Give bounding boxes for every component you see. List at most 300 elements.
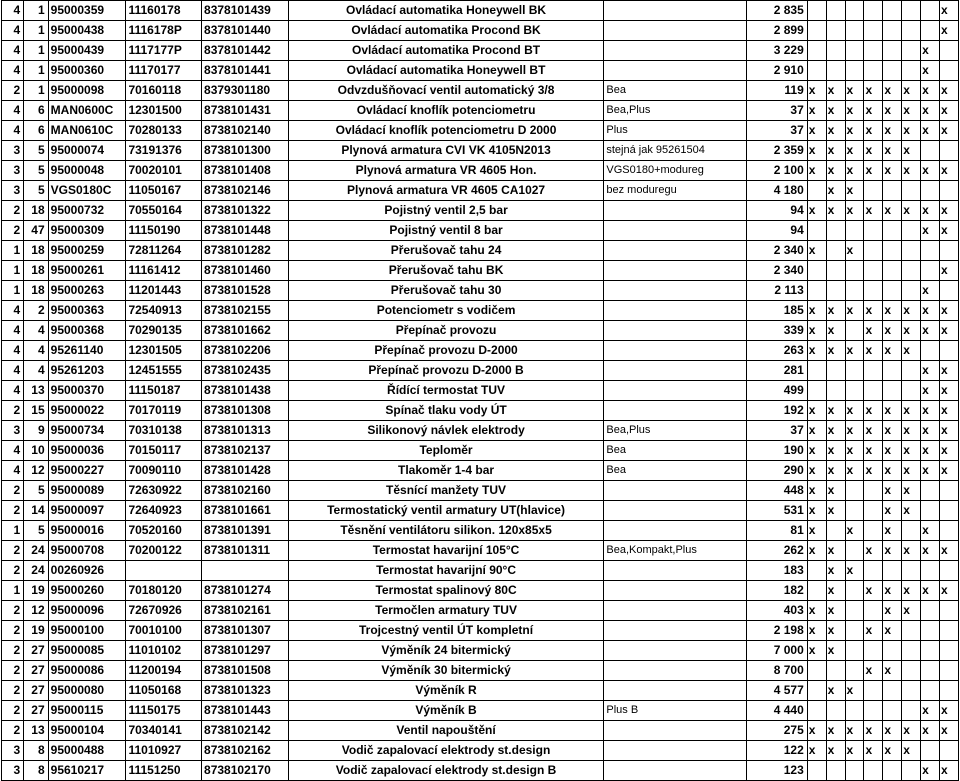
model-mark-cell: x bbox=[883, 521, 902, 541]
model-mark-cell: x bbox=[902, 201, 921, 221]
model-mark-cell: x bbox=[940, 221, 959, 241]
model-mark-cell bbox=[845, 581, 864, 601]
col-code-cell: 72630922 bbox=[126, 481, 202, 501]
col-position-cell: 4 bbox=[24, 341, 48, 361]
model-mark-cell bbox=[921, 241, 940, 261]
model-mark-cell bbox=[807, 581, 826, 601]
table-row bbox=[2, 521, 959, 541]
model-mark-cell bbox=[864, 521, 883, 541]
model-mark-cell: x bbox=[921, 281, 940, 301]
model-mark-cell: x bbox=[940, 381, 959, 401]
model-mark-cell bbox=[845, 261, 864, 281]
col-price-cell: 290 bbox=[746, 461, 807, 481]
model-mark-cell bbox=[940, 181, 959, 201]
model-mark-cell: x bbox=[902, 341, 921, 361]
col-note-cell bbox=[604, 401, 746, 421]
model-mark-cell bbox=[921, 181, 940, 201]
model-mark-cell bbox=[940, 641, 959, 661]
col-position-cell: 5 bbox=[24, 141, 48, 161]
model-mark-cell: x bbox=[940, 701, 959, 721]
model-mark-cell: x bbox=[807, 641, 826, 661]
col-position-cell: 10 bbox=[24, 441, 48, 461]
model-mark-cell bbox=[845, 21, 864, 41]
col-order-number-cell: 95261203 bbox=[48, 361, 126, 381]
col-order-number-cell: 95000089 bbox=[48, 481, 126, 501]
model-mark-cell bbox=[807, 661, 826, 681]
model-mark-cell: x bbox=[902, 541, 921, 561]
col-code-cell: 12301500 bbox=[126, 101, 202, 121]
model-mark-cell bbox=[845, 61, 864, 81]
col-note-cell bbox=[604, 581, 746, 601]
model-mark-cell bbox=[807, 41, 826, 61]
col-note-cell bbox=[604, 1, 746, 21]
table-row bbox=[2, 461, 959, 481]
col-price-cell: 190 bbox=[746, 441, 807, 461]
model-mark-cell: x bbox=[826, 421, 845, 441]
col-price-cell: 339 bbox=[746, 321, 807, 341]
model-mark-cell bbox=[807, 381, 826, 401]
col-description-cell: Plynová armatura VR 4605 Hon. bbox=[288, 161, 604, 181]
col-type-cell: 4 bbox=[2, 441, 24, 461]
table-row bbox=[2, 301, 959, 321]
model-mark-cell bbox=[940, 41, 959, 61]
col-price-cell: 275 bbox=[746, 721, 807, 741]
col-description-cell: Přepínač provozu D-2000 bbox=[288, 341, 604, 361]
model-mark-cell bbox=[826, 361, 845, 381]
col-order-number-cell: 95000439 bbox=[48, 41, 126, 61]
col-code-cell: 11150175 bbox=[126, 701, 202, 721]
col-description-cell: Tlakoměr 1-4 bar bbox=[288, 461, 604, 481]
col-price-cell: 2 910 bbox=[746, 61, 807, 81]
col-order-number-cell: 95000732 bbox=[48, 201, 126, 221]
model-mark-cell: x bbox=[826, 501, 845, 521]
col-bosch-number-cell: 8379301180 bbox=[202, 81, 289, 101]
model-mark-cell: x bbox=[883, 81, 902, 101]
col-order-number-cell: 95000259 bbox=[48, 241, 126, 261]
col-type-cell: 4 bbox=[2, 121, 24, 141]
col-description-cell: Ovládací automatika Honeywell BK bbox=[288, 1, 604, 21]
model-mark-cell bbox=[940, 661, 959, 681]
col-position-cell: 13 bbox=[24, 381, 48, 401]
col-bosch-number-cell: 8738102206 bbox=[202, 341, 289, 361]
col-bosch-number-cell: 8738101282 bbox=[202, 241, 289, 261]
model-mark-cell bbox=[902, 701, 921, 721]
model-mark-cell bbox=[883, 221, 902, 241]
col-position-cell: 13 bbox=[24, 721, 48, 741]
col-code-cell: 11150190 bbox=[126, 221, 202, 241]
model-mark-cell: x bbox=[883, 301, 902, 321]
model-mark-cell: x bbox=[864, 461, 883, 481]
col-code-cell: 70520160 bbox=[126, 521, 202, 541]
col-code-cell: 11200194 bbox=[126, 661, 202, 681]
model-mark-cell: x bbox=[921, 61, 940, 81]
col-description-cell: Ventil napouštění bbox=[288, 721, 604, 741]
col-price-cell: 403 bbox=[746, 601, 807, 621]
col-type-cell: 4 bbox=[2, 381, 24, 401]
model-mark-cell bbox=[845, 501, 864, 521]
col-note-cell bbox=[604, 601, 746, 621]
col-note-cell bbox=[604, 481, 746, 501]
col-order-number-cell: 95000074 bbox=[48, 141, 126, 161]
col-description-cell: Trojcestný ventil ÚT kompletní bbox=[288, 621, 604, 641]
model-mark-cell: x bbox=[940, 81, 959, 101]
model-mark-cell: x bbox=[826, 441, 845, 461]
model-mark-cell bbox=[883, 561, 902, 581]
model-mark-cell bbox=[883, 381, 902, 401]
model-mark-cell bbox=[883, 181, 902, 201]
col-note-cell bbox=[604, 521, 746, 541]
model-mark-cell: x bbox=[807, 141, 826, 161]
model-mark-cell: x bbox=[807, 81, 826, 101]
model-mark-cell bbox=[845, 321, 864, 341]
model-mark-cell: x bbox=[902, 741, 921, 761]
col-price-cell: 4 180 bbox=[746, 181, 807, 201]
col-position-cell: 27 bbox=[24, 641, 48, 661]
model-mark-cell: x bbox=[883, 581, 902, 601]
col-description-cell: Přerušovač tahu BK bbox=[288, 261, 604, 281]
model-mark-cell bbox=[921, 741, 940, 761]
model-mark-cell bbox=[921, 21, 940, 41]
col-code-cell: 12301505 bbox=[126, 341, 202, 361]
col-order-number-cell: 95000263 bbox=[48, 281, 126, 301]
col-price-cell: 448 bbox=[746, 481, 807, 501]
col-bosch-number-cell: 8738101274 bbox=[202, 581, 289, 601]
col-position-cell: 18 bbox=[24, 241, 48, 261]
model-mark-cell bbox=[921, 501, 940, 521]
model-mark-cell bbox=[845, 381, 864, 401]
col-order-number-cell: 95000080 bbox=[48, 681, 126, 701]
col-price-cell: 94 bbox=[746, 201, 807, 221]
model-mark-cell: x bbox=[807, 601, 826, 621]
model-mark-cell: x bbox=[864, 141, 883, 161]
col-order-number-cell: 95000115 bbox=[48, 701, 126, 721]
model-mark-cell bbox=[864, 221, 883, 241]
model-mark-cell bbox=[807, 561, 826, 581]
col-code-cell: 11010927 bbox=[126, 741, 202, 761]
model-mark-cell bbox=[940, 141, 959, 161]
col-type-cell: 2 bbox=[2, 701, 24, 721]
col-note-cell bbox=[604, 621, 746, 641]
col-position-cell: 5 bbox=[24, 181, 48, 201]
model-mark-cell: x bbox=[864, 441, 883, 461]
model-mark-cell bbox=[902, 261, 921, 281]
col-bosch-number-cell: 8378101440 bbox=[202, 21, 289, 41]
table-row bbox=[2, 561, 959, 581]
col-order-number-cell: 95000438 bbox=[48, 21, 126, 41]
col-description-cell: Termostat havarijní 105°C bbox=[288, 541, 604, 561]
model-mark-cell bbox=[921, 481, 940, 501]
model-mark-cell: x bbox=[845, 421, 864, 441]
model-mark-cell: x bbox=[921, 461, 940, 481]
model-mark-cell bbox=[807, 21, 826, 41]
model-mark-cell: x bbox=[845, 741, 864, 761]
col-type-cell: 4 bbox=[2, 461, 24, 481]
col-note-cell: Bea,Plus bbox=[604, 421, 746, 441]
model-mark-cell: x bbox=[807, 321, 826, 341]
model-mark-cell: x bbox=[826, 321, 845, 341]
model-mark-cell: x bbox=[940, 541, 959, 561]
col-note-cell bbox=[604, 261, 746, 281]
col-position-cell: 18 bbox=[24, 281, 48, 301]
model-mark-cell: x bbox=[902, 441, 921, 461]
model-mark-cell bbox=[826, 381, 845, 401]
col-price-cell: 531 bbox=[746, 501, 807, 521]
col-description-cell: Odvzdušňovací ventil automatický 3/8 bbox=[288, 81, 604, 101]
table-row bbox=[2, 101, 959, 121]
col-position-cell: 1 bbox=[24, 1, 48, 21]
table-row bbox=[2, 21, 959, 41]
col-description-cell: Řídící termostat TUV bbox=[288, 381, 604, 401]
model-mark-cell: x bbox=[883, 141, 902, 161]
model-mark-cell: x bbox=[826, 541, 845, 561]
col-position-cell: 18 bbox=[24, 261, 48, 281]
model-mark-cell: x bbox=[902, 601, 921, 621]
col-type-cell: 4 bbox=[2, 61, 24, 81]
col-bosch-number-cell: 8738101662 bbox=[202, 321, 289, 341]
table-row bbox=[2, 681, 959, 701]
model-mark-cell bbox=[845, 221, 864, 241]
model-mark-cell: x bbox=[921, 161, 940, 181]
model-mark-cell: x bbox=[921, 521, 940, 541]
model-mark-cell: x bbox=[845, 301, 864, 321]
model-mark-cell: x bbox=[883, 621, 902, 641]
table-row bbox=[2, 121, 959, 141]
col-position-cell: 9 bbox=[24, 421, 48, 441]
model-mark-cell: x bbox=[864, 661, 883, 681]
model-mark-cell: x bbox=[826, 681, 845, 701]
table-row bbox=[2, 621, 959, 641]
model-mark-cell: x bbox=[864, 341, 883, 361]
table-row bbox=[2, 141, 959, 161]
model-mark-cell: x bbox=[883, 401, 902, 421]
table-row bbox=[2, 661, 959, 681]
col-code-cell: 70150117 bbox=[126, 441, 202, 461]
col-bosch-number-cell: 8738101307 bbox=[202, 621, 289, 641]
col-note-cell: Bea,Plus bbox=[604, 101, 746, 121]
model-mark-cell: x bbox=[845, 401, 864, 421]
model-mark-cell: x bbox=[940, 261, 959, 281]
col-code-cell: 72540913 bbox=[126, 301, 202, 321]
col-description-cell: Ovládací knoflík potenciometru bbox=[288, 101, 604, 121]
col-type-cell: 1 bbox=[2, 521, 24, 541]
model-mark-cell: x bbox=[883, 741, 902, 761]
model-mark-cell: x bbox=[807, 521, 826, 541]
model-mark-cell bbox=[921, 141, 940, 161]
col-type-cell: 4 bbox=[2, 21, 24, 41]
col-bosch-number-cell: 8738102162 bbox=[202, 741, 289, 761]
model-mark-cell: x bbox=[864, 541, 883, 561]
model-mark-cell bbox=[940, 241, 959, 261]
col-type-cell: 4 bbox=[2, 361, 24, 381]
col-order-number-cell: 95000734 bbox=[48, 421, 126, 441]
model-mark-cell bbox=[845, 661, 864, 681]
col-price-cell: 7 000 bbox=[746, 641, 807, 661]
model-mark-cell bbox=[864, 61, 883, 81]
model-mark-cell: x bbox=[826, 141, 845, 161]
col-type-cell: 4 bbox=[2, 41, 24, 61]
col-position-cell: 27 bbox=[24, 701, 48, 721]
col-code-cell: 11160178 bbox=[126, 1, 202, 21]
model-mark-cell bbox=[864, 41, 883, 61]
col-description-cell: Teploměr bbox=[288, 441, 604, 461]
model-mark-cell: x bbox=[845, 161, 864, 181]
col-bosch-number-cell: 8738101323 bbox=[202, 681, 289, 701]
col-bosch-number-cell: 8738101408 bbox=[202, 161, 289, 181]
model-mark-cell: x bbox=[883, 481, 902, 501]
col-price-cell: 2 100 bbox=[746, 161, 807, 181]
model-mark-cell: x bbox=[921, 41, 940, 61]
model-mark-cell bbox=[807, 181, 826, 201]
model-mark-cell bbox=[940, 561, 959, 581]
model-mark-cell bbox=[883, 641, 902, 661]
col-type-cell: 1 bbox=[2, 581, 24, 601]
col-position-cell: 24 bbox=[24, 561, 48, 581]
col-note-cell bbox=[604, 501, 746, 521]
col-order-number-cell: 95000097 bbox=[48, 501, 126, 521]
col-code-cell: 70550164 bbox=[126, 201, 202, 221]
table-row bbox=[2, 721, 959, 741]
model-mark-cell: x bbox=[845, 441, 864, 461]
col-code-cell: 1117177P bbox=[126, 41, 202, 61]
table-row bbox=[2, 181, 959, 201]
col-order-number-cell: 95000016 bbox=[48, 521, 126, 541]
col-price-cell: 2 340 bbox=[746, 241, 807, 261]
model-mark-cell bbox=[883, 361, 902, 381]
col-price-cell: 81 bbox=[746, 521, 807, 541]
col-description-cell: Výměník 30 bitermický bbox=[288, 661, 604, 681]
model-mark-cell: x bbox=[883, 341, 902, 361]
model-mark-cell: x bbox=[940, 361, 959, 381]
model-mark-cell: x bbox=[921, 301, 940, 321]
col-price-cell: 499 bbox=[746, 381, 807, 401]
col-position-cell: 14 bbox=[24, 501, 48, 521]
model-mark-cell bbox=[864, 601, 883, 621]
model-mark-cell bbox=[921, 641, 940, 661]
col-bosch-number-cell: 8738101391 bbox=[202, 521, 289, 541]
model-mark-cell bbox=[940, 521, 959, 541]
col-position-cell: 2 bbox=[24, 301, 48, 321]
model-mark-cell bbox=[902, 61, 921, 81]
model-mark-cell bbox=[902, 561, 921, 581]
model-mark-cell: x bbox=[826, 121, 845, 141]
col-description-cell: Plynová armatura CVI VK 4105N2013 bbox=[288, 141, 604, 161]
model-mark-cell bbox=[864, 21, 883, 41]
col-description-cell: Termostat spalinový 80C bbox=[288, 581, 604, 601]
model-mark-cell: x bbox=[826, 481, 845, 501]
col-note-cell bbox=[604, 761, 746, 781]
table-row bbox=[2, 401, 959, 421]
model-mark-cell: x bbox=[864, 581, 883, 601]
col-note-cell: Plus bbox=[604, 121, 746, 141]
col-bosch-number-cell: 8738101322 bbox=[202, 201, 289, 221]
col-description-cell: Ovládací knoflík potenciometru D 2000 bbox=[288, 121, 604, 141]
table-row bbox=[2, 321, 959, 341]
model-mark-cell: x bbox=[864, 161, 883, 181]
col-type-cell: 4 bbox=[2, 301, 24, 321]
model-mark-cell: x bbox=[902, 141, 921, 161]
model-mark-cell: x bbox=[902, 321, 921, 341]
model-mark-cell: x bbox=[940, 121, 959, 141]
model-mark-cell bbox=[864, 561, 883, 581]
col-description-cell: Výměník R bbox=[288, 681, 604, 701]
model-mark-cell bbox=[845, 41, 864, 61]
col-bosch-number-cell: 8378101441 bbox=[202, 61, 289, 81]
model-mark-cell: x bbox=[826, 721, 845, 741]
col-code-cell: 12451555 bbox=[126, 361, 202, 381]
model-mark-cell bbox=[807, 1, 826, 21]
model-mark-cell: x bbox=[940, 581, 959, 601]
model-mark-cell bbox=[845, 701, 864, 721]
model-mark-cell: x bbox=[826, 561, 845, 581]
model-mark-cell: x bbox=[902, 301, 921, 321]
model-mark-cell bbox=[845, 281, 864, 301]
col-bosch-number-cell: 8738102155 bbox=[202, 301, 289, 321]
col-code-cell: 1116178P bbox=[126, 21, 202, 41]
col-code-cell: 70310138 bbox=[126, 421, 202, 441]
model-mark-cell bbox=[845, 1, 864, 21]
table-row bbox=[2, 81, 959, 101]
col-code-cell: 70020101 bbox=[126, 161, 202, 181]
model-mark-cell bbox=[902, 181, 921, 201]
table-row bbox=[2, 1, 959, 21]
col-price-cell: 8 700 bbox=[746, 661, 807, 681]
model-mark-cell bbox=[864, 361, 883, 381]
model-mark-cell: x bbox=[864, 81, 883, 101]
table-row bbox=[2, 381, 959, 401]
col-order-number-cell: 95000370 bbox=[48, 381, 126, 401]
model-mark-cell: x bbox=[921, 581, 940, 601]
model-mark-cell: x bbox=[883, 541, 902, 561]
col-type-cell: 3 bbox=[2, 741, 24, 761]
col-type-cell: 3 bbox=[2, 181, 24, 201]
col-price-cell: 37 bbox=[746, 421, 807, 441]
col-order-number-cell: 95000085 bbox=[48, 641, 126, 661]
col-code-cell: 72670926 bbox=[126, 601, 202, 621]
model-mark-cell bbox=[826, 521, 845, 541]
col-order-number-cell: 95000488 bbox=[48, 741, 126, 761]
model-mark-cell bbox=[845, 761, 864, 781]
col-order-number-cell: 95000104 bbox=[48, 721, 126, 741]
col-type-cell: 2 bbox=[2, 641, 24, 661]
model-mark-cell: x bbox=[940, 1, 959, 21]
col-description-cell: Vodič zapalovací elektrody st.design bbox=[288, 741, 604, 761]
table-row bbox=[2, 361, 959, 381]
model-mark-cell: x bbox=[940, 301, 959, 321]
model-mark-cell: x bbox=[845, 181, 864, 201]
model-mark-cell: x bbox=[826, 161, 845, 181]
model-mark-cell: x bbox=[921, 381, 940, 401]
col-price-cell: 123 bbox=[746, 761, 807, 781]
col-type-cell: 3 bbox=[2, 161, 24, 181]
model-mark-cell: x bbox=[902, 401, 921, 421]
model-mark-cell: x bbox=[902, 101, 921, 121]
col-code-cell: 70160118 bbox=[126, 81, 202, 101]
table-row bbox=[2, 641, 959, 661]
col-bosch-number-cell: 8738102161 bbox=[202, 601, 289, 621]
col-description-cell: Těsnění ventilátoru silikon. 120x85x5 bbox=[288, 521, 604, 541]
model-mark-cell bbox=[864, 761, 883, 781]
model-mark-cell bbox=[826, 41, 845, 61]
col-note-cell bbox=[604, 361, 746, 381]
model-mark-cell bbox=[883, 21, 902, 41]
model-mark-cell bbox=[807, 701, 826, 721]
col-bosch-number-cell: 8738101308 bbox=[202, 401, 289, 421]
col-code-cell: 11151250 bbox=[126, 761, 202, 781]
table-row bbox=[2, 761, 959, 781]
table-row bbox=[2, 421, 959, 441]
col-position-cell: 24 bbox=[24, 541, 48, 561]
col-position-cell: 27 bbox=[24, 661, 48, 681]
